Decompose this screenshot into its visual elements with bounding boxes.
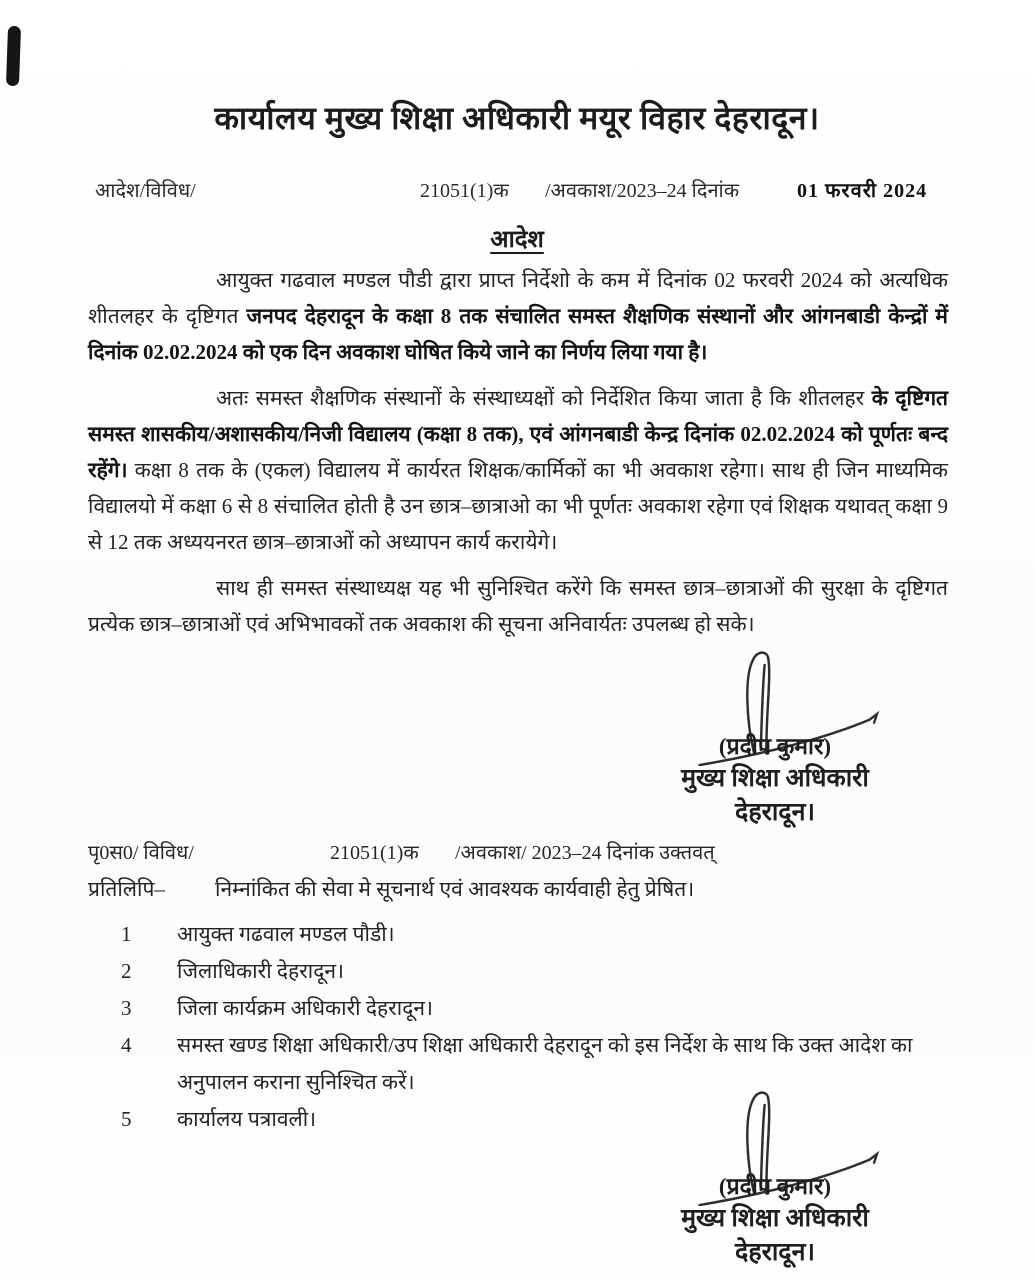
- reference-line: [0, 176, 1034, 206]
- signatory-name: (प्रदीप कुमार): [718, 734, 832, 759]
- ref-subject: /अवकाश/2023–24 दिनांक: [545, 180, 740, 202]
- signatory-place: देहरादून।: [735, 799, 815, 826]
- scan-corner-mark: [6, 26, 21, 86]
- signature-block-bottom: [625, 1088, 925, 1270]
- paragraph-3: [88, 570, 948, 642]
- list-item-text: कार्यालय पत्रावली।: [177, 1107, 317, 1131]
- list-item: [88, 953, 950, 990]
- endorsement-ref-subject: /अवकाश/ 2023–24 दिनांक उक्तवत्: [455, 842, 715, 864]
- list-item-number: 5: [121, 1107, 132, 1131]
- paragraph-2-text: अतः समस्त शैक्षणिक संस्थानों के संस्थाध्यक्षों को निर्देशित किया जाता है कि शीतलहर: [216, 386, 872, 410]
- list-item-number: 1: [121, 922, 132, 946]
- copy-line: [88, 872, 950, 906]
- list-item: [88, 990, 950, 1027]
- paragraph-1-text: आयुक्त गढवाल मण्डल पौडी द्वारा प्राप्त निर्देशो के कम में दिनांक 02 फरवरी 2024 को अत्यधिक शीतलहर के दृष्टिगत: [88, 268, 948, 328]
- ref-category: आदेश/विविध/: [95, 180, 196, 202]
- signatory-designation: मुख्य शिक्षा अधिकारी: [681, 765, 869, 792]
- list-item-number: 2: [121, 959, 132, 983]
- list-item-number: 4: [121, 1033, 132, 1057]
- signature-block-top: [625, 648, 925, 830]
- endorsement-ref-category: पृ0स0/ विविध/: [88, 842, 194, 864]
- list-item-text: जिला कार्यक्रम अधिकारी देहरादून।: [177, 996, 433, 1020]
- order-body: [88, 262, 948, 652]
- copy-intro: निम्नांकित की सेवा मे सूचनार्थ एवं आवश्यक कार्यवाही हेतु प्रेषित।: [215, 877, 695, 901]
- list-item-text: आयुक्त गढवाल मण्डल पौडी।: [177, 922, 395, 946]
- copy-label: प्रतिलिपि–: [88, 877, 165, 901]
- ref-date: 01 फरवरी 2024: [797, 180, 928, 202]
- paragraph-3-text: साथ ही समस्त संस्थाध्यक्ष यह भी सुनिश्चित करेंगे कि समस्त छात्र–छात्राओं की सुरक्षा के दृष्टिगत प्रत्येक छात्र–छात्राओं एवं अभिभावकों तक अवकाश की सूचना अनिवार्यतः उपलब्ध हो सके।: [88, 576, 948, 636]
- list-item: [88, 916, 950, 953]
- paragraph-2-bold: के दृष्टिगत समस्त शासकीय/अशासकीय/निजी विद्यालय (कक्षा 8 तक), एवं आंगनबाडी केन्द्र दिनांक 02.02.2024 को पूर्णतः बन्द रहेंगे।: [88, 386, 948, 482]
- signatory-name: (प्रदीप कुमार): [718, 1174, 832, 1199]
- paragraph-1-bold: जनपद देहरादून के कक्षा 8 तक संचालित समस्त शैक्षणिक संस्थानों और आंगनबाडी केन्द्रों में दिनांक 02.02.2024 को एक दिन अवकाश घोषित किये जाने का निर्णय लिया गया है।: [88, 304, 948, 364]
- paragraph-2: [88, 380, 948, 560]
- page-title: कार्यालय मुख्य शिक्षा अधिकारी मयूर विहार देहरादून।: [214, 100, 820, 136]
- signatory-designation: मुख्य शिक्षा अधिकारी: [681, 1205, 869, 1232]
- endorsement-reference-line: [0, 838, 1034, 868]
- list-item-text: समस्त खण्ड शिक्षा अधिकारी/उप शिक्षा अधिकारी देहरादून को इस निर्देश के साथ कि उक्त आदेश का अनुपालन कराना सुनिश्चित करें।: [177, 1033, 913, 1094]
- list-item-text: जिलाधिकारी देहरादून।: [177, 959, 344, 983]
- paragraph-2-text-2: कक्षा 8 तक के (एकल) विद्यालय में कार्यरत शिक्षक/कार्मिकों का भी अवकाश रहेगा। साथ ही जिन माध्यमिक विद्यालयो में कक्षा 6 से 8 संचालित होती है उन छात्र–छात्राओ का भी पूर्णतः अवकाश रहेगा एवं शिक्षक यथावत् कक्षा 9 से 12 तक अध्ययनरत छात्र–छात्राओं को अध्यापन कार्य करायेगे।: [88, 458, 948, 554]
- endorsement-ref-number: 21051(1)क: [330, 842, 419, 864]
- list-item-number: 3: [121, 996, 132, 1020]
- ref-number: 21051(1)क: [420, 180, 509, 202]
- order-heading: आदेश: [490, 227, 544, 253]
- signatory-place: देहरादून।: [735, 1239, 815, 1266]
- paragraph-1: [88, 262, 948, 370]
